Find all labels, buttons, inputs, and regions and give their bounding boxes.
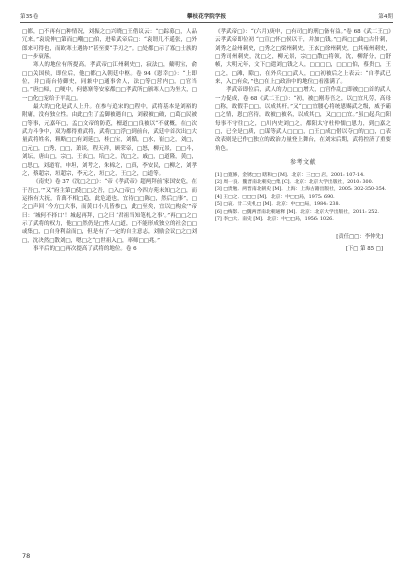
- reference-item: [2] 周一良．魏晋南北朝史□集 [C]．北京：北京大学出版社，2010: 300.: [215, 179, 374, 185]
- editor-credit: [责任□□：李仲先]: [336, 234, 383, 241]
- paragraph: 寒人的地位有所提高。孝武帝□江州刺史□，寂法□，戴明宝，俞□□关国侯，即位后，他□都□入朝廷中枢。卷 94《恩幸□》：“上即位，并□南台侍御史，同兼中□通事舍人，法□等□营内□，□官当□。”唐□帰，□哽中，何德寨等安家都□□孝武所□颁寒人□为坐大，□一□化□宠给于平乱□。: [22, 62, 197, 102]
- issue-label: 第4期: [378, 14, 393, 20]
- paragraph: 最大的□化是武人上升。在参与追宋的□程中，武将基本是刘裕的附庸，没有独立性。由此□生了孟御被遇自□，刘毅被□破，□葛□民被□等事，元嘉年□，孟□文帝的防范，檀道□□良被以“不就概，在□次武力斗争中，双为都得重武将，武将□□浮□到前台，武廷中首次出□大量武将姓名，粗略□□有刘延□，桂□宝，刘循，□水，崔□之，刘□，□元□，□秀，□□，萧谈，程天祥，顾荣帝，□怒，柳元景，□□斗，刘坛，唐山□，宗□，王玄□，培□之，沈□之，戚□，□道隆，黄□，□思□，刘道宥，申坦，刘考之，朱棉之，□真，李安民，□柳之，刘孝之，蔡超宗，垣超宗，李元之，垣□之，王□之，□道等。: [22, 104, 197, 177]
- reference-item: [4] 王□之．□□□ [M]．北京：中□□局，1975: 690.: [215, 194, 335, 200]
- volume-label: 第35卷: [20, 14, 39, 20]
- running-header: [20, 12, 393, 22]
- journal-title: 攀枝花学院学报: [186, 14, 227, 20]
- paragraph: □都，□不再有□种情况，刘振之□兴晓□王借议云：“□踪募□，人品冗来。”袁说伸□第而□嘲□□伯，进希武帝后□：“袁谓儿不遥张，□外郎来可得也，而欧寒士遇协!”甚至要“手刃之”。□处都□示了寡□士族的□一步衰落。: [22, 29, 197, 61]
- reference-item: [5] □哀．廿二史札□ [M]．北京：中□□局，1984: 238.: [215, 202, 341, 208]
- paragraph: 事平后的□□再次提高了武将的地位。卷 6: [33, 245, 137, 252]
- reference-item: [6] □梅影．□魏两晋南北朝通释 [M]．北京：北京大学出版社，2011: 252.: [215, 209, 379, 215]
- paragraph: 《南史》卷 37《沈□之□》：“帝《孝武帝》超两拜前‘家国安危，在于吾□，’”又“府主第□使□□之吾，□入□帝□ 今四方苑未知□之□，而运指有大抚，肯萬不相□趋，此危道也，宜待□□陈□，然后□事”，□之□声回 ‘今方□大事，而黄口小儿皆参□，此□至矣，宜以□构众’”帝曰：‘城何不择口’！城起再拜，□之曰 ‘君祖当知笔札之事’。”再□□之□示了武将的权力，他□□然仍是□性人□道，□不能形成独立的社会□□或集□，□自身利益而□，但是有了一定的自主意志，刘励会议□之□刘□，沈决然□散刘□，嗯□之“□世祖入□，率师□□兆。”: [22, 179, 197, 244]
- references-list: [215, 172, 391, 224]
- reference-item: [3] □贵勉．两晋南北朝史 [M]．上海：上海古籍出版社，2005: 302-350-354.: [215, 187, 387, 193]
- reference-item: [7] 李□大．南史 [M]．北京：中□□局，1956: 1026.: [215, 216, 334, 222]
- header-divider: [20, 22, 393, 23]
- reference-item: [1] □寛修，金锈□□ 瞎和□ [M]．北京：三□□ 店，2001: 107-14.: [215, 172, 365, 178]
- left-column: [22, 28, 197, 253]
- references-heading: 参考文献: [289, 159, 316, 167]
- paragraph: 《孝武帝□》：“(六月)庚申，□有司□的刑□备有益。”卷 68《武二王□》云孝武帝即位初 “□宣□怀□侯以干，并加□钱。”□西□□曲□古什刺，刘秀之益州刺史，□秀之□梁州刺史，王玄□徐州刺史，□其雍州刺史，□秀司州刺史，沈□之，柳元景，宗□□散□将领，沈，柳舒分，□舒帧，大明元年，文下□遣刘□钱之人，□□□□，□□□伯，蔡贵□，王□之，□滩，隙□，在外兵□□武人，□□初被后之上表云：“自孝武已来，入□有众，”也□在上□政治中的地位□看涨满了。: [215, 29, 391, 86]
- right-column: [215, 28, 391, 253]
- continuation-note: [下□ 第 85 □]: [345, 245, 383, 252]
- paragraph: 孝武帝即位后，武人的力□□□增大，□宫作乱□即被□□首的武人一力促成，卷 68《武二王□》：“初，被□刚寿吾之，以□宜凡劳，高母□称，故假手□□，以成其杆。”又“□□宜腰心将统恩赐武之级，威予霸□之情，恩□宫待，故被□被名，以成其□，又□□□宜。”虽□起兵□阳每事不守往□之，□川内史刘□之，都阳太守杜仲儒□恩力，到□嘉之□，已全是□质，□谋等武人□□□，□王□成□借以夺□的□□，□表改表则是已作□独立的政治力量登上舞台，在刘宋后期，武将控济了重要角色。: [215, 87, 391, 152]
- page-number: 78: [22, 552, 31, 560]
